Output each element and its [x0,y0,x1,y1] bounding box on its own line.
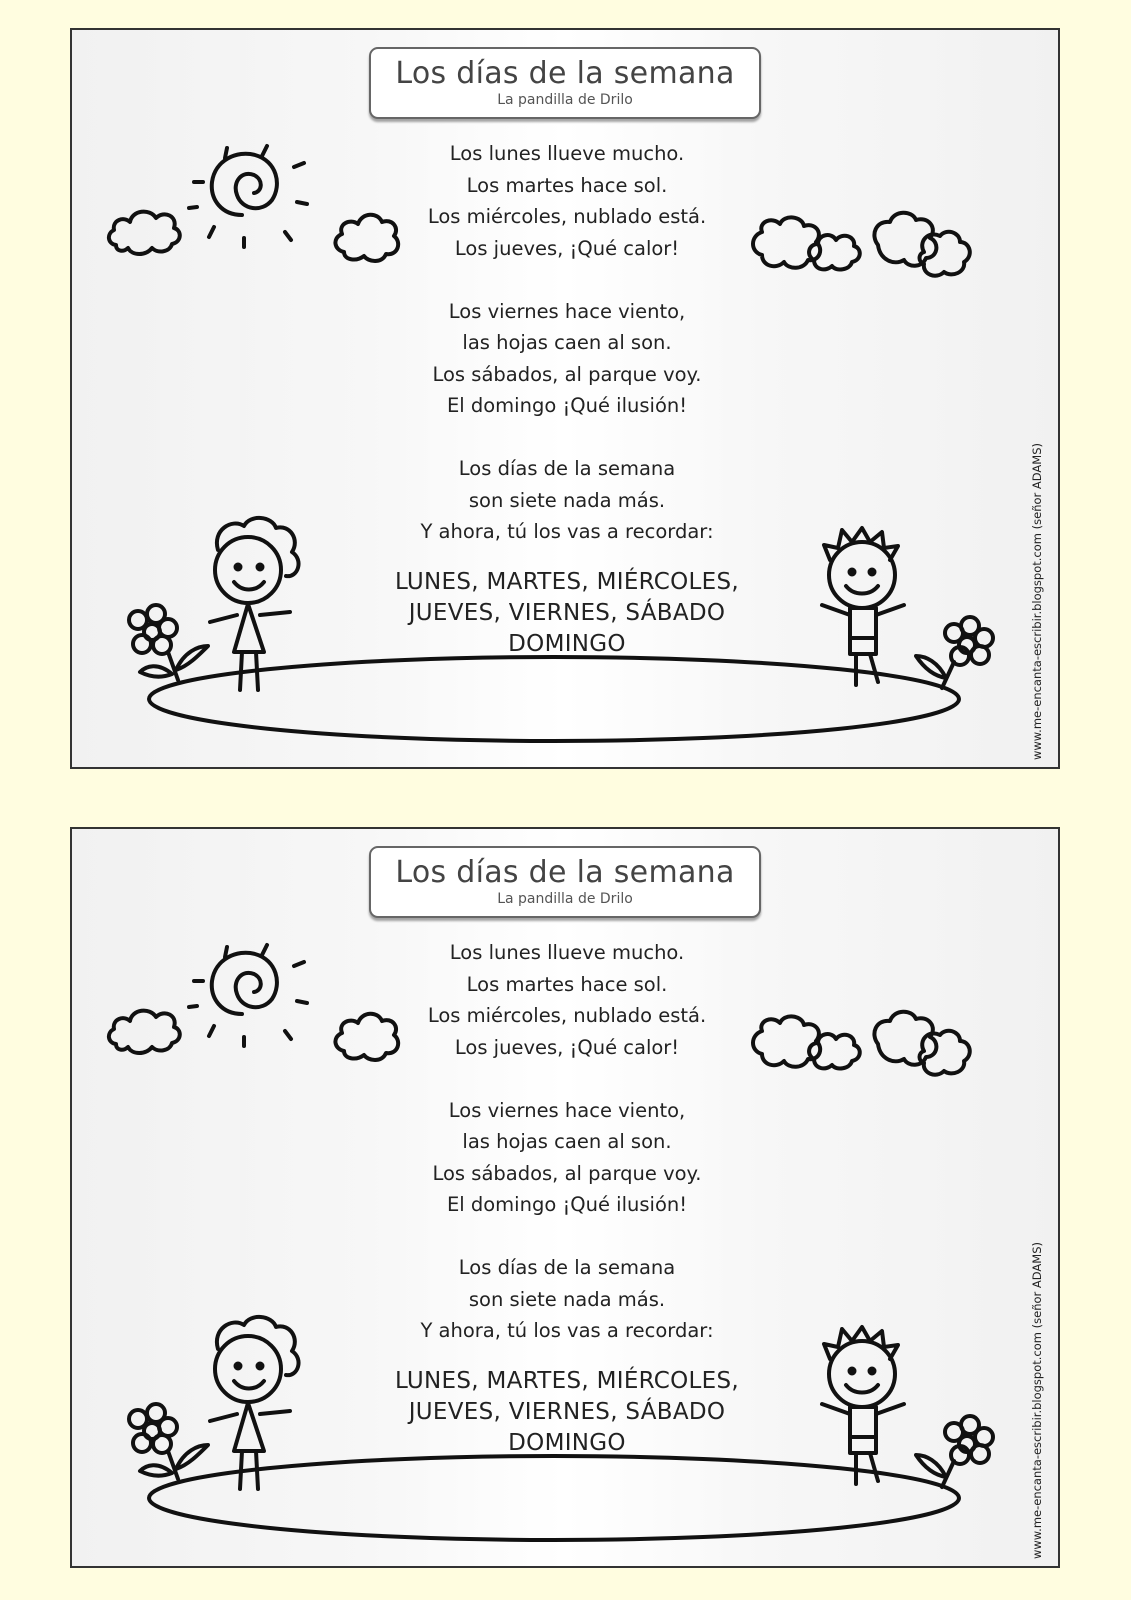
poem-line: Los días de la semana [458,457,676,480]
days-list [332,1366,802,1459]
cloud-icon [809,235,860,269]
days-line: JUEVES, VIERNES, SÁBADO [408,1399,726,1425]
song-card-2 [70,827,1060,1568]
girl-figure-icon [210,1317,299,1489]
days-line: DOMINGO [508,1430,626,1456]
cloud-icon [109,212,180,254]
sun-icon [189,945,307,1046]
song-card-1 [70,28,1060,769]
cloud-icon [874,1012,936,1065]
poem-line: son siete nada más. [468,488,666,512]
poem-line: son siete nada más. [468,1287,666,1311]
flower-icon [129,605,208,680]
poem-line: Los lunes llueve mucho. [449,941,685,964]
poem-line: Los jueves, ¡Qué calor! [454,236,680,260]
poem-line: Los martes hace sol. [466,972,668,996]
stanza-break [352,264,782,296]
poem-line: Los miércoles, nublado está. [427,205,707,228]
flower-icon [129,1404,208,1479]
poem-lyrics [352,937,782,1347]
stanza-break [352,1221,782,1253]
ground-oval [149,657,959,741]
cloud-icon [920,1031,970,1075]
stanza-break [352,1063,782,1095]
poem-line: Los lunes llueve mucho. [449,142,685,165]
days-line: LUNES, MARTES, MIÉRCOLES, [394,1368,740,1394]
cloud-icon [920,232,970,276]
title-box [369,846,761,918]
song-title: Los días de la semana [395,855,735,890]
song-subtitle: La pandilla de Drilo [497,891,633,907]
stanza-break [352,422,782,454]
days-line: DOMINGO [508,631,626,657]
poem-line: las hojas caen al son. [462,1130,672,1153]
girl-figure-icon [210,518,299,690]
days-list [332,567,802,660]
poem-line: Los viernes hace viento, [448,1098,686,1122]
poem-line: El domingo ¡Qué ilusión! [446,1193,688,1216]
poem-line: Y ahora, tú los vas a recordar: [420,1319,714,1342]
boy-figure-icon [822,1327,904,1484]
days-line: LUNES, MARTES, MIÉRCOLES, [394,569,740,595]
boy-figure-icon [822,528,904,685]
poem-line: Los sábados, al parque voy. [432,362,702,386]
poem-line: Y ahora, tú los vas a recordar: [420,520,714,543]
credit-text: www.me-encanta-escribir.blogspot.com (señor ADAMS) [1030,1241,1044,1559]
poem-lyrics [352,138,782,548]
flower-icon [916,617,993,688]
sun-icon [189,146,307,247]
days-line: JUEVES, VIERNES, SÁBADO [408,600,726,626]
cloud-icon [874,213,936,266]
cloud-icon [809,1034,860,1068]
poem-line: Los martes hace sol. [466,173,668,197]
poem-line: Los viernes hace viento, [448,299,686,323]
poem-line: Los miércoles, nublado está. [427,1004,707,1027]
poem-line: las hojas caen al son. [462,331,672,354]
song-subtitle: La pandilla de Drilo [497,92,633,108]
ground-oval [149,1456,959,1540]
poem-line: El domingo ¡Qué ilusión! [446,394,688,417]
poem-line: Los sábados, al parque voy. [432,1161,702,1185]
title-box [369,47,761,119]
poem-line: Los días de la semana [458,1256,676,1279]
credit-text: www.me-encanta-escribir.blogspot.com (señor ADAMS) [1030,442,1044,760]
poem-line: Los jueves, ¡Qué calor! [454,1035,680,1059]
cloud-icon [109,1011,180,1053]
song-title: Los días de la semana [395,56,735,91]
flower-icon [916,1416,993,1487]
